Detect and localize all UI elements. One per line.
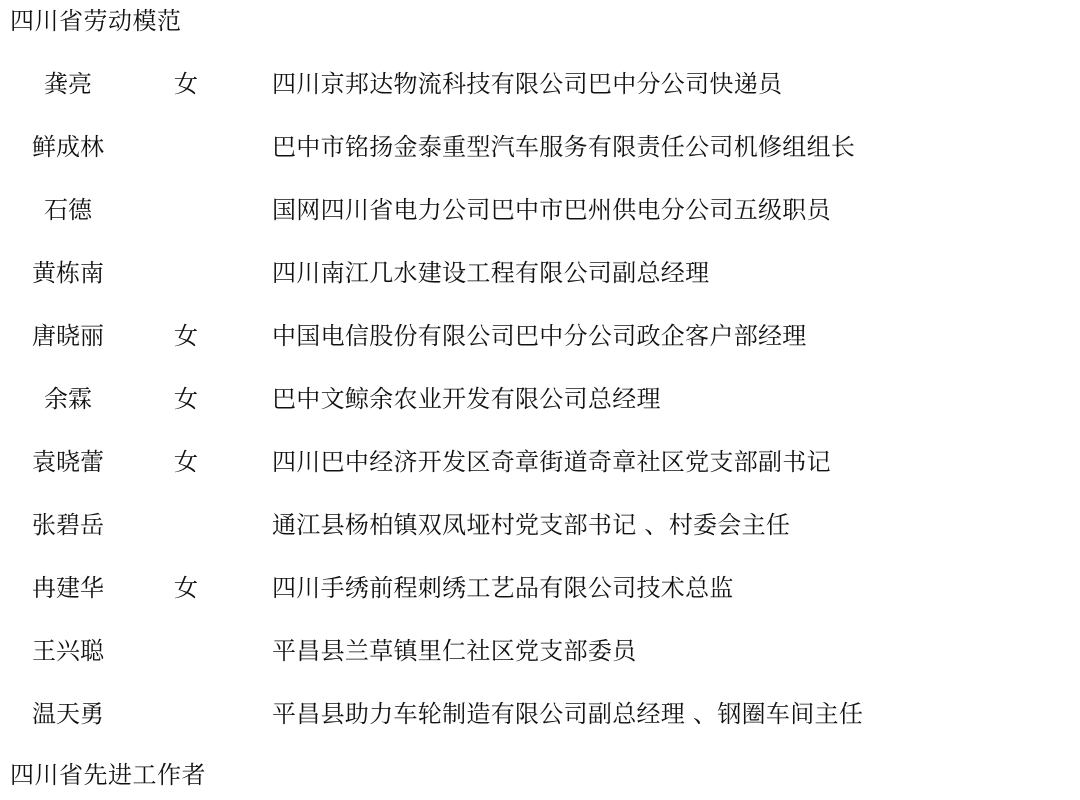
- honoree-name: 温天勇: [32, 700, 104, 728]
- list-item: [0, 182, 1080, 245]
- honoree-name: 龚亮: [44, 70, 92, 98]
- honoree-organization: 中国电信股份有限公司巴中分公司政企客户部经理: [272, 322, 807, 350]
- honoree-name: 唐晓丽: [32, 322, 104, 350]
- honoree-gender: 女: [174, 70, 198, 98]
- honoree-name: 冉建华: [32, 574, 104, 602]
- list-item: [0, 119, 1080, 182]
- honoree-organization: 巴中市铭扬金泰重型汽车服务有限责任公司机修组组长: [272, 133, 856, 161]
- list-item: [0, 56, 1080, 119]
- list-item: [0, 686, 1080, 749]
- honoree-gender: 女: [174, 448, 198, 476]
- honoree-organization: 平昌县助力车轮制造有限公司副总经理 、钢圈车间主任: [272, 700, 864, 728]
- section-heading-advanced-workers: 四川省先进工作者: [10, 761, 206, 789]
- section-heading-labor-models: 四川省劳动模范: [10, 7, 182, 35]
- honoree-organization: 通江县杨柏镇双凤垭村党支部书记 、村委会主任: [272, 511, 791, 539]
- list-item: [0, 560, 1080, 623]
- honoree-gender: 女: [174, 574, 198, 602]
- honoree-organization: 四川巴中经济开发区奇章街道奇章社区党支部副书记: [272, 448, 831, 476]
- honoree-name: 石德: [44, 196, 92, 224]
- honoree-organization: 四川手绣前程刺绣工艺品有限公司技术总监: [272, 574, 734, 602]
- list-item: [0, 308, 1080, 371]
- honoree-name: 袁晓蕾: [32, 448, 104, 476]
- honoree-name: 余霖: [44, 385, 92, 413]
- honoree-gender: 女: [174, 322, 198, 350]
- honoree-name: 张碧岳: [32, 511, 104, 539]
- honoree-organization: 四川京邦达物流科技有限公司巴中分公司快递员: [272, 70, 783, 98]
- honoree-organization: 四川南江几水建设工程有限公司副总经理: [272, 259, 710, 287]
- honoree-organization: 国网四川省电力公司巴中市巴州供电分公司五级职员: [272, 196, 831, 224]
- honoree-list: [0, 56, 1080, 749]
- honoree-name: 鲜成林: [32, 133, 104, 161]
- honoree-organization: 巴中文鲸余农业开发有限公司总经理: [272, 385, 661, 413]
- honoree-name: 王兴聪: [32, 637, 104, 665]
- honoree-organization: 平昌县兰草镇里仁社区党支部委员: [272, 637, 637, 665]
- list-item: [0, 371, 1080, 434]
- honoree-name: 黄栋南: [32, 259, 104, 287]
- honoree-gender: 女: [174, 385, 198, 413]
- list-item: [0, 245, 1080, 308]
- list-item: [0, 623, 1080, 686]
- list-item: [0, 434, 1080, 497]
- list-item: [0, 497, 1080, 560]
